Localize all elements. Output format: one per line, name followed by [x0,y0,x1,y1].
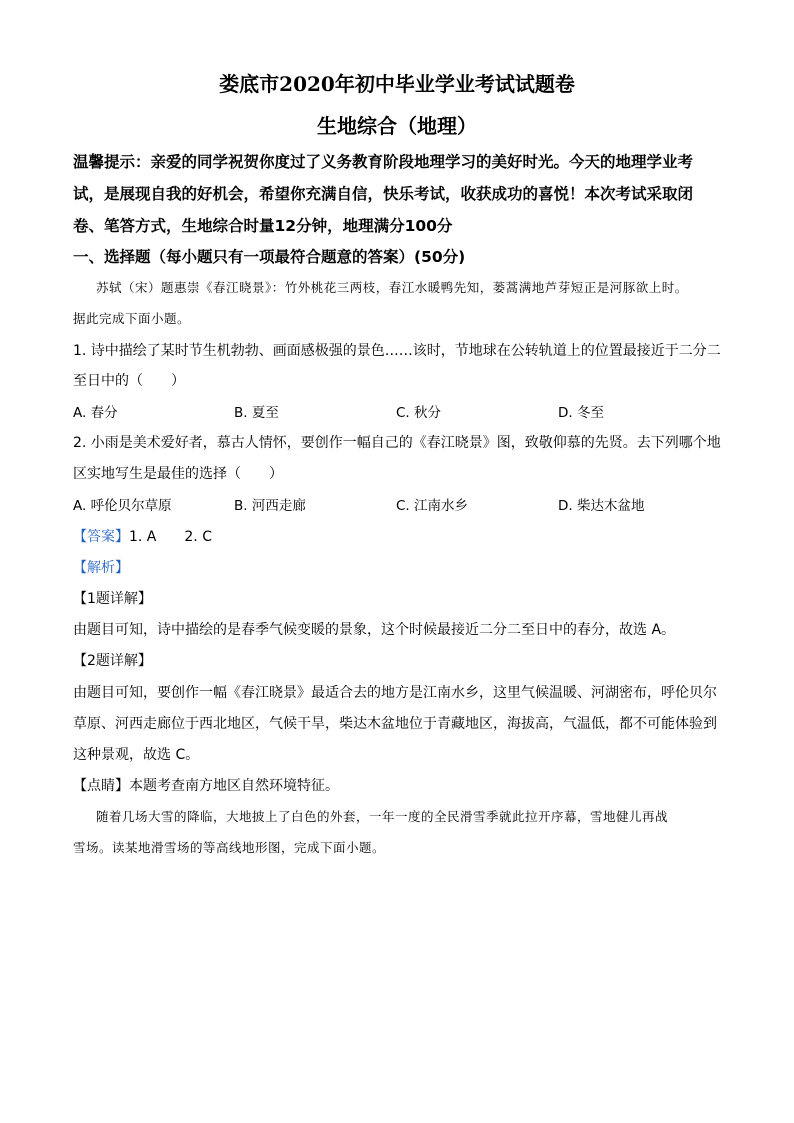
question-2-line-1: 2. 小雨是美术爱好者，慕古人情怀，要创作一幅自己的《春江晓景》图，致敬仰慕的先贤。去下列哪个地 [73,435,721,451]
detail-2-line-2: 草原、河西走廊位于西北地区，气候干旱，柴达木盆地位于青藏地区，海拔高，气温低，都不可能体验到 [73,716,717,732]
q2-option-a: A. 呼伦贝尔草原 [73,498,172,514]
detail-2-line-3: 这种景观，故选 C。 [73,747,200,763]
notice-line-3: 卷、笔答方式，生地综合时量12分钟，地理满分100分 [73,217,453,235]
q2-option-b: B. 河西走廊 [234,498,306,514]
section-heading: 一、选择题（每小题只有一项最符合题意的答案）(50分) [73,248,466,266]
comment-row [73,775,339,795]
comment-tag: 【点睛】 [73,778,129,794]
exam-title: 娄底市2020年初中毕业学业考试试题卷 [219,72,575,96]
q2-option-c: C. 江南水乡 [396,498,469,514]
question-1-line-1: 1. 诗中描绘了某时节生机勃勃、画面感极强的景色……该时，节地球在公转轨道上的位置最接近于二分二 [73,343,721,359]
analysis-tag [73,557,129,577]
poem-line-1: 苏轼（宋）题惠崇《春江晓景》：竹外桃花三两枝，春江水暖鸭先知，蒌蒿满地芦芽短正是河豚欲上时。 [96,280,688,295]
detail-1-text: 由题目可知，诗中描绘的是春季气候变暖的景象，这个时候最接近二分二至日中的春分，故选 A。 [73,622,676,638]
passage-line-1: 随着几场大雪的降临，大地披上了白色的外套，一年一度的全民滑雪季就此拉开序幕，雪地健儿再战 [96,809,669,824]
question-1-line-2: 至日中的（ ） [73,373,185,389]
analysis-label: 【解析】 [73,560,129,576]
q2-option-d: D. 柴达木盆地 [558,498,645,514]
q1-option-c: C. 秋分 [396,405,442,421]
passage-line-2: 雪场。读某地滑雪场的等高线地形图，完成下面小题。 [73,840,386,855]
q1-option-a: A. 春分 [73,405,118,421]
answer-value: 1. A 2. C [129,529,212,545]
exam-subtitle: 生地综合（地理） [317,114,477,138]
detail-1-tag: 【1题详解】 [73,591,152,607]
question-2-line-2: 区实地写生是最佳的选择（ ） [73,466,283,482]
answer-row [73,526,212,546]
detail-2-line-1: 由题目可知，要创作一幅《春江晓景》最适合去的地方是江南水乡，这里气候温暖、河湖密布，呼伦贝尔 [73,685,717,701]
q1-option-b: B. 夏至 [234,405,279,421]
notice-line-2: 试，是展现自我的好机会，希望你充满自信，快乐考试，收获成功的喜悦！本次考试采取闭 [73,185,694,203]
notice-line-1: 温馨提示：亲爱的同学祝贺你度过了义务教育阶段地理学习的美好时光。今天的地理学业考 [73,153,694,171]
q1-option-d: D. 冬至 [558,405,604,421]
poem-line-2: 据此完成下面小题。 [73,311,191,326]
answer-tag: 【答案】 [73,529,129,545]
detail-2-tag: 【2题详解】 [73,653,152,669]
comment-text: 本题考查南方地区自然环境特征。 [129,778,339,794]
